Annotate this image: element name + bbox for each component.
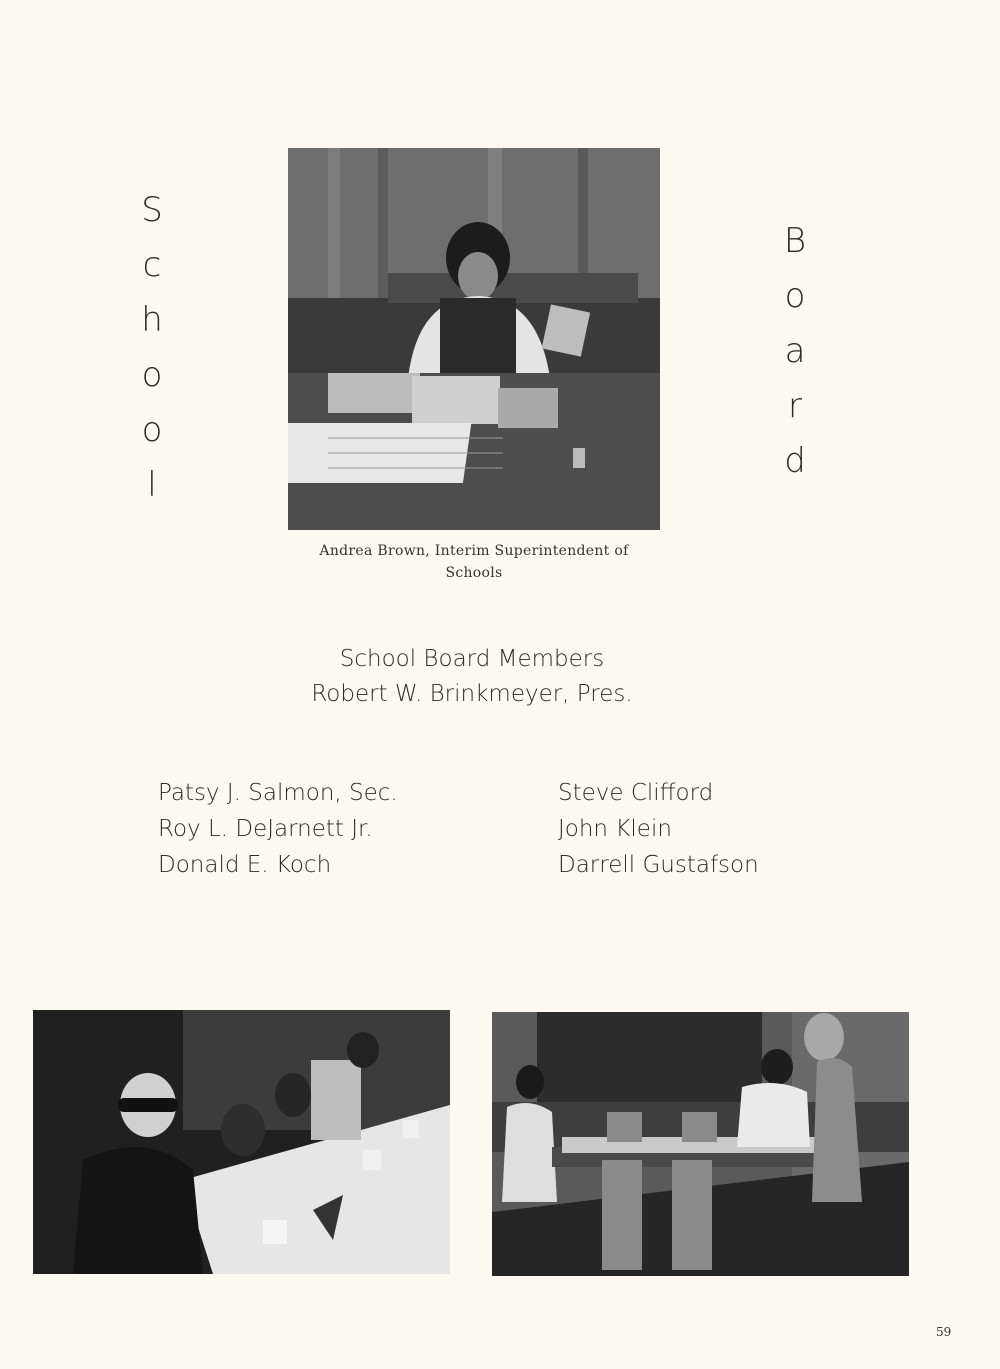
title-letter: d bbox=[784, 441, 806, 481]
title-letter: r bbox=[788, 386, 802, 426]
title-letter: h bbox=[141, 300, 163, 340]
board-president: Robert W. Brinkmeyer, Pres. bbox=[311, 681, 633, 707]
caption-line: Andrea Brown, Interim Superintendent of bbox=[319, 543, 629, 559]
title-letter: S bbox=[141, 190, 163, 230]
classroom-photo bbox=[492, 1012, 909, 1276]
title-school-vertical bbox=[130, 183, 174, 513]
superintendent-photo bbox=[288, 148, 660, 530]
banquet-photo bbox=[33, 1010, 450, 1274]
member-name: Patsy J. Salmon, Sec. bbox=[158, 780, 398, 806]
caption-line: Schools bbox=[445, 565, 503, 581]
title-letter: a bbox=[784, 331, 806, 371]
member-name: Donald E. Koch bbox=[158, 852, 332, 878]
title-letter: o bbox=[141, 410, 163, 450]
page-number: 59 bbox=[936, 1325, 952, 1339]
title-letter: B bbox=[783, 221, 807, 261]
member-name: John Klein bbox=[558, 816, 672, 842]
member-name: Steve Clifford bbox=[558, 780, 714, 806]
members-list-left bbox=[158, 775, 398, 883]
board-members-heading: School Board Members bbox=[339, 646, 605, 672]
title-letter: o bbox=[141, 355, 163, 395]
title-board-vertical bbox=[773, 214, 817, 489]
title-letter: c bbox=[142, 245, 162, 285]
title-letter: o bbox=[784, 276, 806, 316]
member-name: Roy L. DeJarnett Jr. bbox=[158, 816, 373, 842]
photo-caption bbox=[288, 540, 660, 584]
title-letter: l bbox=[147, 465, 157, 505]
members-list-right bbox=[558, 775, 759, 883]
member-name: Darrell Gustafson bbox=[558, 852, 759, 878]
